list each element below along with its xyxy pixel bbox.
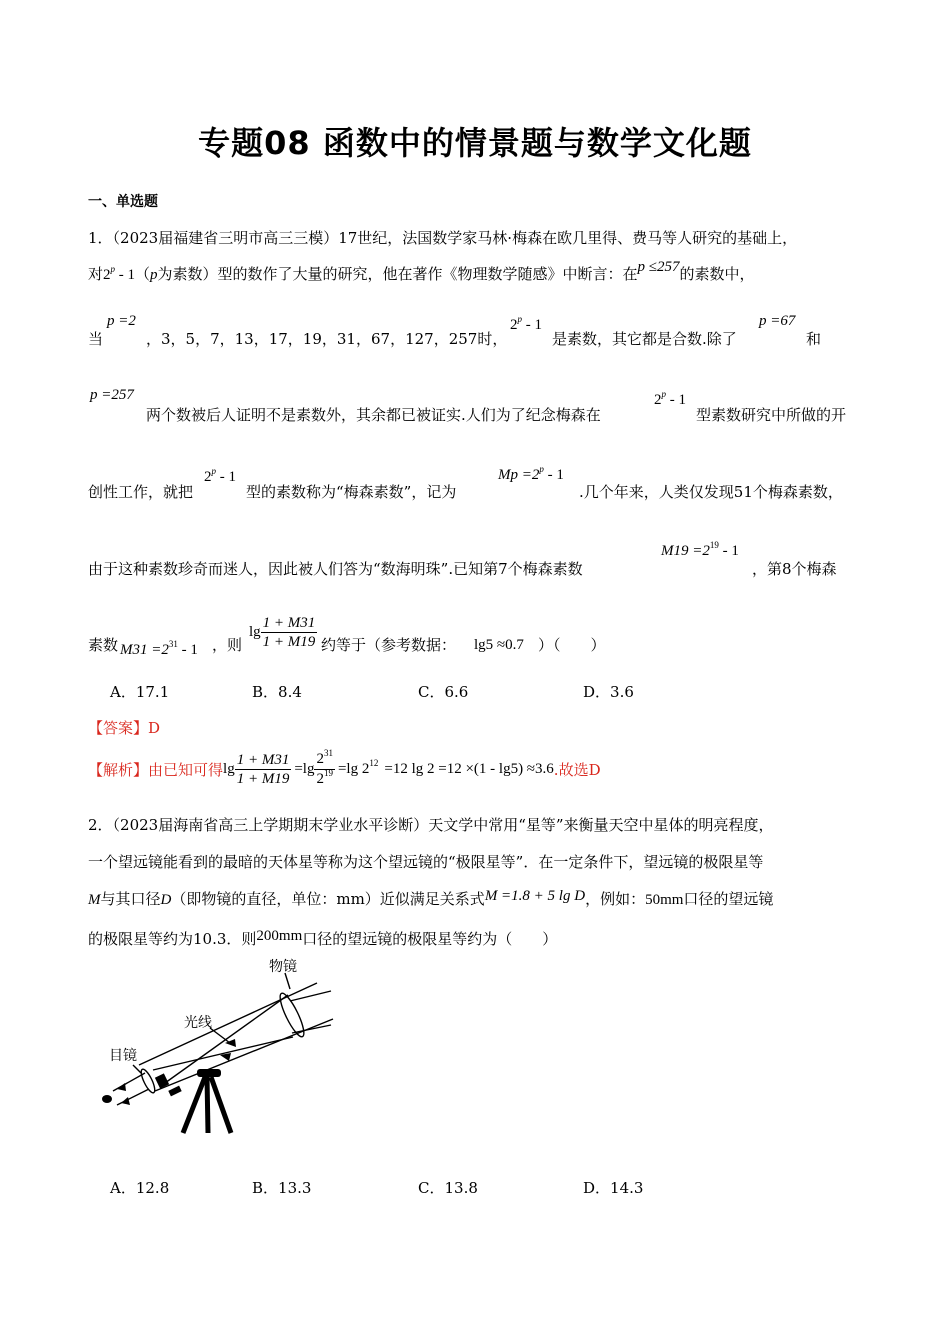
math-p-le: p ≤257: [637, 259, 680, 275]
q1-text: 对: [88, 265, 104, 283]
leader-line: [133, 1065, 141, 1073]
math-p-eq67: [759, 311, 795, 330]
math-two: 2: [654, 392, 662, 408]
q1-line6-b: ，第8个梅森: [752, 560, 837, 578]
page-title: 专题08 函数中的情景题与数学文化题: [198, 124, 752, 162]
math-minus-one: - 1: [718, 543, 739, 559]
math-minus-one: - 1: [177, 642, 198, 658]
q1-line7-b: ，则: [212, 636, 243, 654]
math-pow-num-base: 2: [316, 751, 324, 767]
math-power-fraction: [314, 750, 335, 789]
math-p-eq2: [107, 311, 136, 330]
q2-200mm: 200mm: [256, 928, 303, 944]
math-d: D: [160, 892, 172, 908]
q1-option-b: B．8.4: [252, 683, 302, 701]
q1-line5-a: 创性工作，就把: [88, 483, 194, 501]
light-ray: [165, 995, 288, 1083]
q1-text: 的素数中，: [679, 265, 755, 283]
q1-line3-c: 是素数，其它都是合数.除了: [552, 330, 737, 348]
math-lg-fraction: [249, 614, 317, 651]
q2-line1: 2．（2023届海南省高三上学期期末学业水平诊断）天文学中常用“星等”来衡量天空中星体的明亮程度，: [88, 816, 774, 834]
arrow-head: [121, 1097, 130, 1105]
math-mp: [498, 465, 564, 484]
arrow-head: [117, 1083, 126, 1091]
math-pow-num-exp: 31: [323, 748, 333, 758]
math-m31: [120, 640, 198, 659]
math-m19-text: M19 =2: [661, 543, 710, 559]
q2-option-a: A．12.8: [110, 1179, 170, 1197]
math-minus-one: - 1: [666, 392, 686, 408]
math-mp-text: Mp =2: [498, 467, 540, 483]
q1-line7-a: 素数: [88, 636, 119, 654]
q1-line7-d: ）（ ）: [538, 636, 606, 654]
tripod-head: [197, 1069, 221, 1077]
math-2p-1: [204, 467, 236, 486]
q2-text: ，例如：: [585, 890, 646, 908]
tube-clamp: [168, 1086, 181, 1097]
tripod-leg: [183, 1077, 205, 1133]
math-two: 2: [510, 317, 518, 333]
q1-line4: 两个数被后人证明不是素数外，其余都已被证实.人们为了纪念梅森在: [146, 406, 601, 424]
leader-line: [210, 1028, 230, 1043]
math-lg: lg: [223, 761, 235, 777]
math-two: 2: [103, 267, 111, 283]
q2-line3: [88, 888, 773, 909]
math-frac-den: 1 + M19: [262, 634, 316, 650]
analysis-label: 【解析】: [88, 761, 149, 779]
math-fraction: [261, 614, 318, 651]
q1-line3-d: 和: [806, 330, 822, 348]
math-m19: [661, 541, 739, 560]
math-p-exp: p: [539, 464, 544, 474]
q2-line4: [88, 928, 557, 949]
math-eq-tail: =lg 2: [337, 761, 370, 777]
math-pow-den: [314, 770, 335, 789]
q1-line3-a: 当: [88, 330, 104, 348]
eyepiece-lens: [139, 1068, 158, 1095]
q2-text: （即物镜的直径，单位：mm）近似满足关系式: [171, 890, 485, 908]
math-two: 2: [204, 469, 212, 485]
math-p-eq67-text: p =67: [759, 313, 796, 329]
math-p-exp: p: [110, 264, 116, 274]
q1-line7-c: 约等于（参考数据：: [321, 636, 457, 654]
q1-analysis: [88, 750, 601, 789]
analysis-end: .故选D: [553, 761, 601, 779]
q1-line5-c: .几个年来，人类仅发现51个梅森素数，: [579, 483, 843, 501]
math-exp-19: 19: [709, 540, 719, 550]
math-p: p: [150, 267, 158, 283]
math-p-eq257: [90, 385, 134, 404]
tripod-leg: [211, 1077, 231, 1133]
q2-line2: 一个望远镜能看到的最暗的天体星等称为这个望远镜的“极限星等”．在一定条件下，望远镜的极限星等: [88, 853, 764, 871]
math-minus-one: - 1: [216, 469, 236, 485]
math-frac-den: 1 + M19: [236, 771, 290, 787]
math-p-exp: p: [211, 466, 216, 476]
math-fraction: [235, 751, 292, 788]
math-lg5: lg5 ≈0.7: [474, 637, 524, 653]
math-p-eq257-text: p =257: [90, 387, 134, 403]
eye-icon: [102, 1095, 112, 1103]
q1-option-c: C．6.6: [418, 683, 469, 701]
analysis-text: 由已知可得: [148, 761, 224, 779]
telescope-figure: [95, 955, 340, 1140]
q2-text: 口径的望远镜的极限星等约为（ ）: [302, 930, 558, 948]
section-heading: 一、单选题: [88, 194, 158, 210]
q1-answer: [88, 717, 160, 738]
math-2p-1: [654, 390, 686, 409]
q2-text: 的极限星等约为10.3．则: [88, 930, 257, 948]
math-exp-12: 12: [369, 757, 379, 768]
label-objective: 物镜: [269, 959, 297, 975]
q2-50mm: 50mm: [645, 892, 684, 908]
math-m: M: [88, 892, 101, 908]
math-2p-1: [510, 315, 542, 334]
math-eq-mid: =lg: [294, 761, 315, 777]
math-frac-num: 1 + M31: [262, 615, 316, 631]
q1-option-a: A．17.1: [110, 683, 170, 701]
math-minus-one: - 1: [543, 467, 564, 483]
light-ray: [292, 1025, 331, 1033]
q2-option-d: D．14.3: [583, 1179, 644, 1197]
label-eyepiece: 目镜: [109, 1048, 137, 1064]
q1-line3-b: ，3，5，7，13，17，19，31，67，127，257时，: [146, 330, 508, 348]
math-formula: M =1.8 + 5 lg D: [484, 888, 586, 904]
math-lg: lg: [249, 624, 261, 640]
math-minus-one: - 1: [115, 267, 136, 283]
q1-line6-a: 由于这种素数珍奇而迷人，因此被人们答为“数海明珠”.已知第7个梅森素数: [88, 560, 583, 578]
q1-line5-b: 型的素数称为“梅森素数”，记为: [246, 483, 457, 501]
answer-label: 【答案】: [88, 719, 149, 737]
q2-option-c: C．13.8: [418, 1179, 478, 1197]
q1-line1: 1．（2023届福建省三明市高三三模）17世纪，法国数学家马林·梅森在欧几里得、费马等人研究的基础上，: [88, 229, 798, 247]
q1-option-d: D．3.6: [583, 683, 634, 701]
math-p-eq2-text: p =2: [107, 313, 136, 329]
tripod-leg: [207, 1077, 208, 1133]
math-pow-den-exp: 19: [323, 768, 333, 778]
answer-value: D: [148, 719, 161, 737]
label-light: 光线: [184, 1015, 212, 1031]
math-p-exp: p: [517, 314, 522, 324]
math-eq-end: =12 lg 2 =12 ×(1 - lg5) ≈3.6: [384, 761, 554, 777]
q1-text: 为素数）型的数作了大量的研究，他在著作《物理数学随感》中断言：在: [157, 265, 638, 283]
q1-text: （: [135, 265, 151, 283]
math-pow-num: [314, 750, 335, 770]
q1-line2: [88, 259, 755, 284]
q2-option-b: B．13.3: [252, 1179, 312, 1197]
math-m31-text: M31 =2: [120, 642, 169, 658]
math-exp-31: 31: [168, 639, 178, 649]
q1-line4-b: 型素数研究中所做的开: [696, 406, 847, 424]
math-frac-num: 1 + M31: [236, 752, 290, 768]
q2-text: 口径的望远镜: [683, 890, 774, 908]
math-p-exp: p: [661, 389, 666, 399]
math-pow-den-base: 2: [316, 771, 324, 787]
light-ray: [113, 1073, 145, 1091]
math-minus-one: - 1: [522, 317, 542, 333]
q2-text: 与其口径: [100, 890, 161, 908]
